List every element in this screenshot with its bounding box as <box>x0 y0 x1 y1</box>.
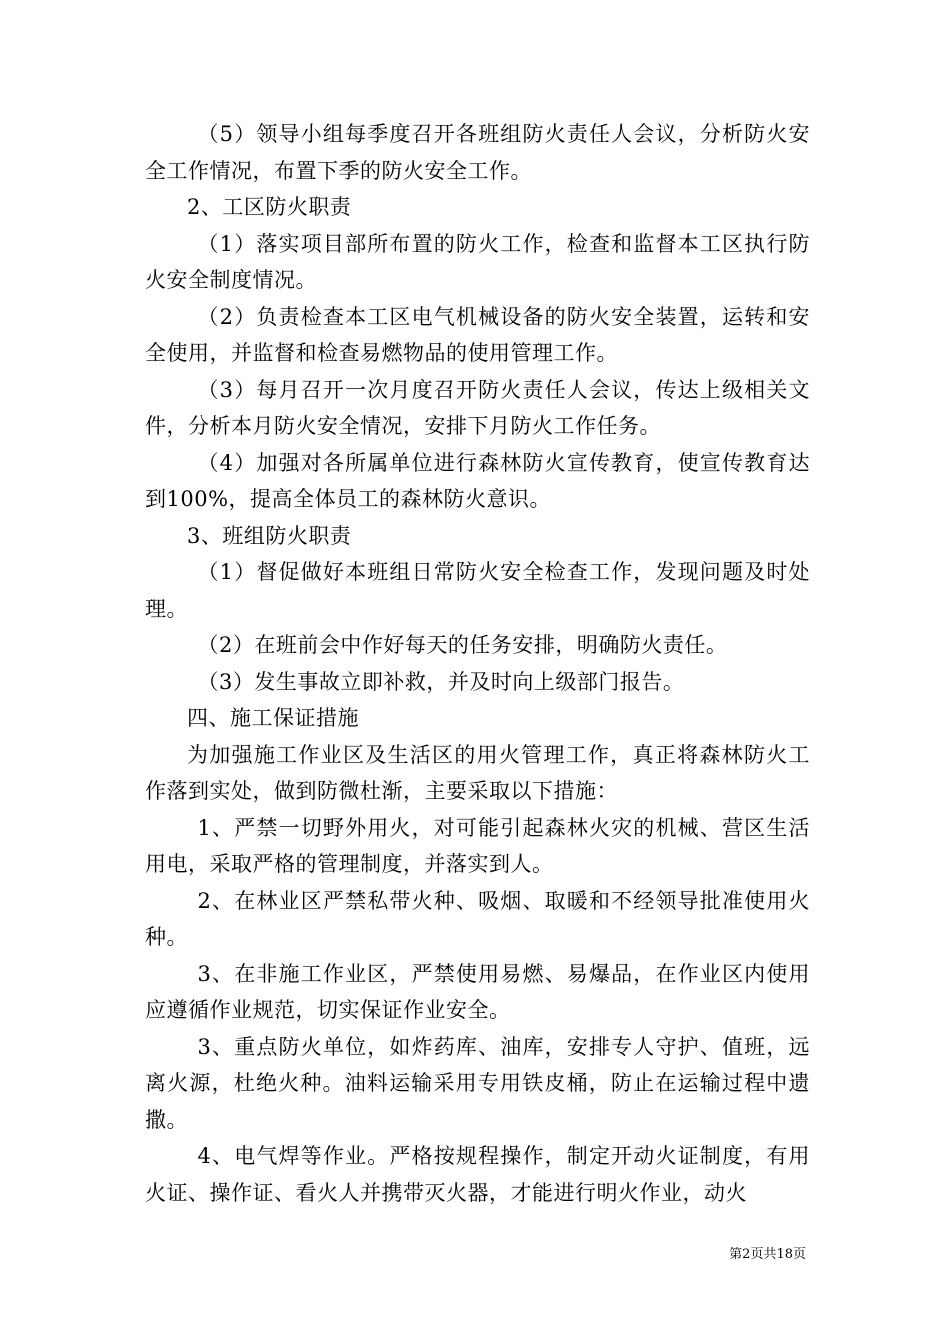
paragraph: （2）负责检查本工区电气机械设备的防火安全装置，运转和安全使用，并监督和检查易燃物品的使用管理工作。 <box>145 304 810 365</box>
paragraph: （1）督促做好本班组日常防火安全检查工作，发现问题及时处理。 <box>145 560 810 621</box>
paragraph: （2）在班前会中作好每天的任务安排，明确防火责任。 <box>197 633 728 657</box>
paragraph: （3）发生事故立即补救，并及时向上级部门报告。 <box>197 669 685 694</box>
paragraph: （3）每月召开一次月度召开防火责任人会议，传达上级相关文件，分析本月防火安全情况，安排下月防火工作任务。 <box>145 377 810 438</box>
section-heading: 2、工区防火职责 <box>187 195 352 219</box>
paragraph: （5）领导小组每季度召开各班组防火责任人会议，分析防火安全工作情况，布置下季的防火安全工作。 <box>145 122 810 183</box>
paragraph: 2、在林业区严禁私带火种、吸烟、取暖和不经领导批准使用火种。 <box>145 888 810 949</box>
paragraph: （4）加强对各所属单位进行森林防火宣传教育，使宣传教育达到100%，提高全体员工的森林防火意识。 <box>145 450 810 511</box>
paragraph: 1、严禁一切野外用火，对可能引起森林火灾的机械、营区生活用电，采取严格的管理制度，并落实到人。 <box>145 815 810 876</box>
document-body <box>145 116 810 1211</box>
paragraph: 4、电气焊等作业。严格按规程操作，制定开动火证制度，有用火证、操作证、看火人并携带灭火器，才能进行明火作业，动火 <box>145 1144 810 1205</box>
page-footer: 第2页共18页 <box>729 1247 806 1262</box>
section-heading: 3、班组防火职责 <box>187 523 352 548</box>
paragraph: 3、重点防火单位，如炸药库、油库，安排专人守护、值班，远离火源，杜绝火种。油料运输采用专用铁皮桶，防止在运输过程中遗撒。 <box>145 1034 810 1132</box>
paragraph: （1）落实项目部所布置的防火工作，检查和监督本工区执行防火安全制度情况。 <box>145 231 810 292</box>
paragraph: 为加强施工作业区及生活区的用火管理工作，真正将森林防火工作落到实处，做到防微杜渐，主要采取以下措施： <box>145 742 810 803</box>
paragraph: 3、在非施工作业区，严禁使用易燃、易爆品，在作业区内使用应遵循作业规范，切实保证作业安全。 <box>145 961 810 1022</box>
section-heading: 四、施工保证措施 <box>187 706 359 730</box>
